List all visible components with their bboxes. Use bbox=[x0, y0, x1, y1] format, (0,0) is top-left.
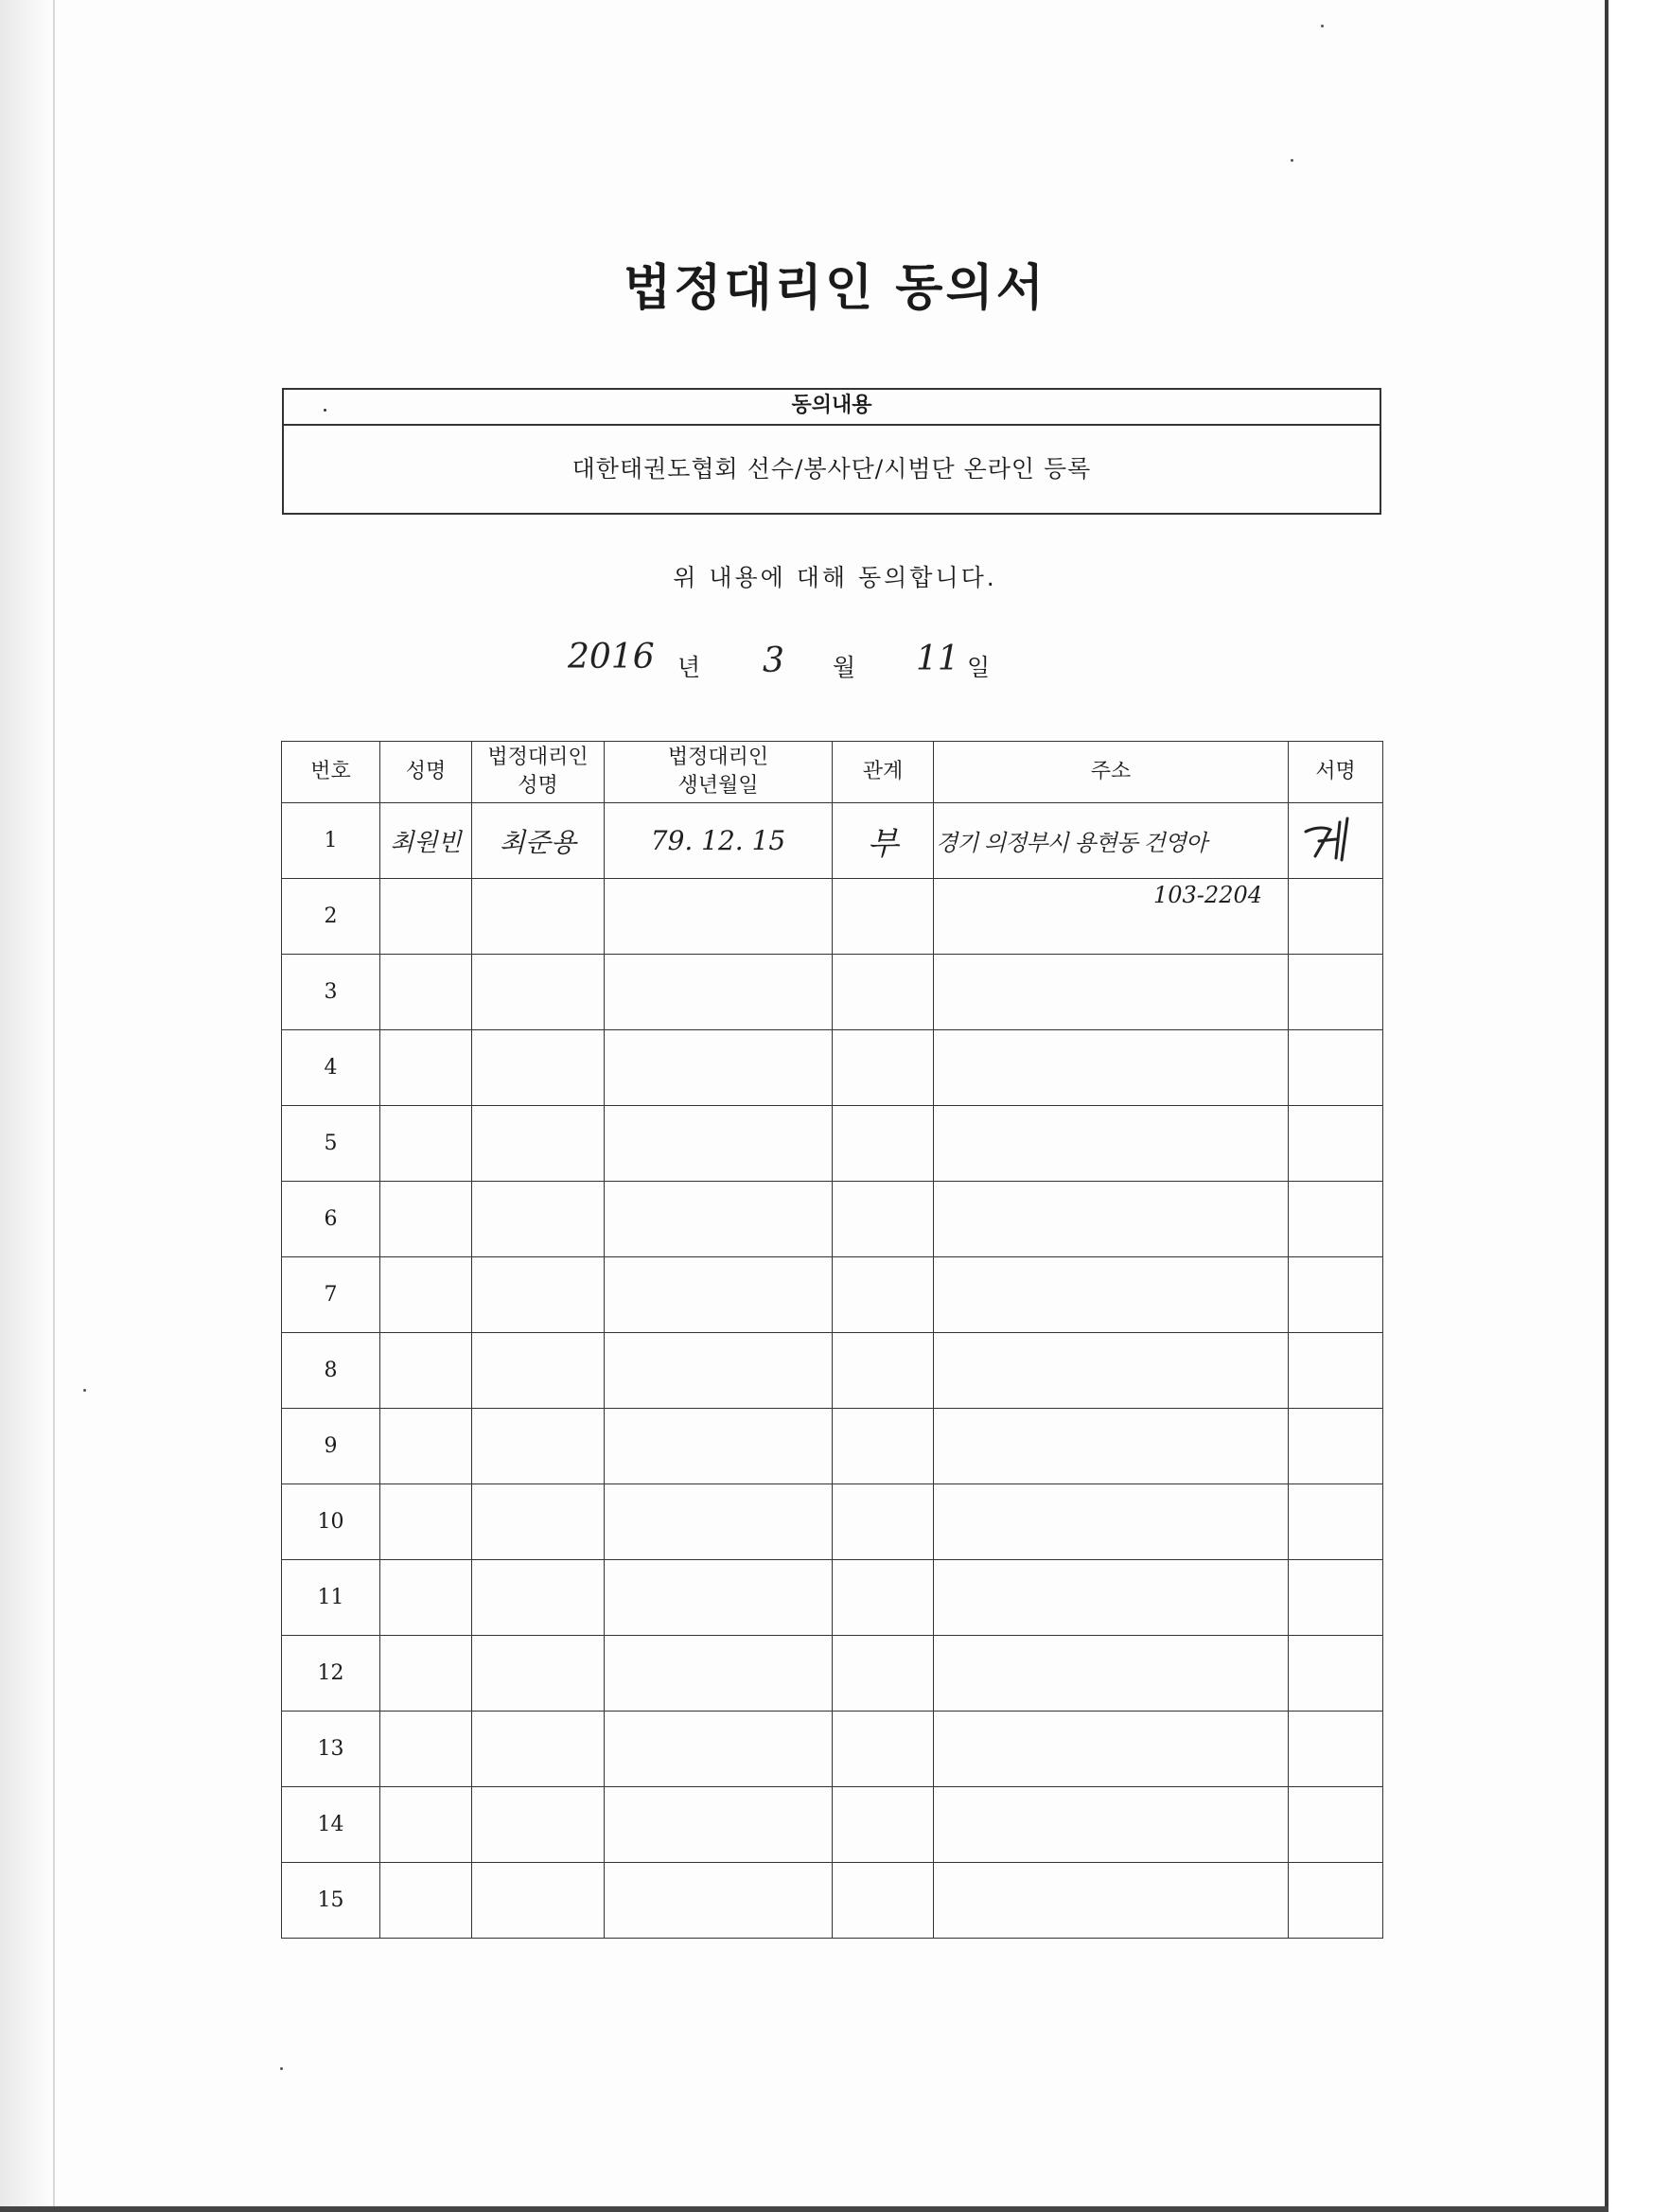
header-name: 성명 bbox=[380, 742, 472, 803]
table-row bbox=[282, 1787, 1383, 1863]
scan-speck bbox=[280, 2067, 283, 2070]
cell-signature bbox=[1289, 1863, 1383, 1939]
header-number: 번호 bbox=[282, 742, 380, 803]
cell-signature bbox=[1289, 1182, 1383, 1257]
cell-guardian-birth bbox=[605, 1636, 833, 1712]
cell-guardian-birth bbox=[605, 955, 833, 1030]
cell-guardian-name bbox=[472, 1182, 605, 1257]
table-row bbox=[282, 1333, 1383, 1409]
cell-address bbox=[934, 1409, 1289, 1484]
row-number: 9 bbox=[282, 1409, 380, 1484]
date-day-label: 일 bbox=[967, 654, 991, 681]
cell-name bbox=[380, 1712, 472, 1787]
scan-edge-right bbox=[1605, 0, 1608, 2212]
scan-speck bbox=[1321, 25, 1324, 27]
cell-guardian-birth bbox=[605, 879, 833, 955]
scan-speck bbox=[83, 1389, 86, 1392]
cell-guardian-birth bbox=[605, 1409, 833, 1484]
row-number: 14 bbox=[282, 1787, 380, 1863]
cell-guardian-name bbox=[472, 1560, 605, 1636]
row-number: 1 bbox=[282, 803, 380, 879]
header-relation: 관계 bbox=[833, 742, 934, 803]
scan-edge-bottom bbox=[0, 2206, 1608, 2212]
cell-signature bbox=[1289, 955, 1383, 1030]
cell-name bbox=[380, 1787, 472, 1863]
cell-relation bbox=[833, 1333, 934, 1409]
cell-address bbox=[934, 1712, 1289, 1787]
cell-address bbox=[934, 1863, 1289, 1939]
date-year-label: 년 bbox=[677, 654, 701, 681]
cell-address bbox=[934, 1030, 1289, 1106]
cell-guardian-name bbox=[472, 955, 605, 1030]
table-row bbox=[282, 803, 1383, 879]
cell-guardian-birth bbox=[605, 1863, 833, 1939]
cell-signature bbox=[1289, 1106, 1383, 1182]
header-guardian-name bbox=[472, 742, 605, 803]
cell-name bbox=[380, 879, 472, 955]
table-row bbox=[282, 1182, 1383, 1257]
cell-address bbox=[934, 1484, 1289, 1560]
cell-name bbox=[380, 1484, 472, 1560]
date-year-handwritten: 2016 bbox=[568, 638, 655, 676]
cell-address bbox=[934, 1182, 1289, 1257]
cell-signature bbox=[1289, 1030, 1383, 1106]
header-guardian-name-text: 법정대리인 성명 bbox=[487, 746, 589, 798]
scan-speck bbox=[1291, 159, 1293, 162]
cell-signature bbox=[1289, 1333, 1383, 1409]
cell-guardian-name bbox=[472, 879, 605, 955]
cell-relation bbox=[833, 1257, 934, 1333]
row-number: 5 bbox=[282, 1106, 380, 1182]
cell-address bbox=[934, 955, 1289, 1030]
header-guardian-birth-text: 법정대리인 생년월일 bbox=[667, 746, 769, 798]
document-title: 법정대리인 동의서 bbox=[624, 260, 1046, 317]
cell-guardian-birth bbox=[605, 1182, 833, 1257]
table-row bbox=[282, 1863, 1383, 1939]
cell-relation bbox=[833, 1636, 934, 1712]
cell-name bbox=[380, 1863, 472, 1939]
cell-signature bbox=[1289, 879, 1383, 955]
cell-relation bbox=[833, 1409, 934, 1484]
date-line bbox=[568, 636, 1060, 702]
cell-guardian-name bbox=[472, 1484, 605, 1560]
cell-name bbox=[380, 1257, 472, 1333]
cell-guardian-name bbox=[472, 1409, 605, 1484]
row-number: 8 bbox=[282, 1333, 380, 1409]
table-body bbox=[282, 803, 1383, 1939]
cell-guardian-birth bbox=[605, 1484, 833, 1560]
cell-address bbox=[934, 1257, 1289, 1333]
header-guardian-birth bbox=[605, 742, 833, 803]
row-number: 3 bbox=[282, 955, 380, 1030]
cell-guardian-name-handwritten: 최준용 bbox=[472, 803, 605, 879]
cell-relation bbox=[833, 879, 934, 955]
cell-relation bbox=[833, 1106, 934, 1182]
cell-signature bbox=[1289, 1636, 1383, 1712]
consent-box bbox=[282, 388, 1381, 515]
scan-shadow-left bbox=[0, 0, 51, 2212]
cell-guardian-name bbox=[472, 1787, 605, 1863]
table-row bbox=[282, 955, 1383, 1030]
consent-content: 대한태권도협회 선수/봉사단/시범단 온라인 등록 bbox=[571, 455, 1092, 483]
cell-signature bbox=[1289, 1484, 1383, 1560]
row-number: 15 bbox=[282, 1863, 380, 1939]
cell-address bbox=[934, 1106, 1289, 1182]
cell-address bbox=[934, 1636, 1289, 1712]
cell-relation bbox=[833, 1787, 934, 1863]
table-row bbox=[282, 1106, 1383, 1182]
cell-guardian-birth bbox=[605, 1560, 833, 1636]
dot-mark bbox=[324, 409, 326, 412]
cell-guardian-birth bbox=[605, 1030, 833, 1106]
cell-relation-handwritten: 부 bbox=[833, 803, 934, 879]
table-row bbox=[282, 1636, 1383, 1712]
cell-guardian-name bbox=[472, 1106, 605, 1182]
agreement-statement: 위 내용에 대해 동의합니다. bbox=[673, 564, 997, 591]
cell-guardian-birth bbox=[605, 1787, 833, 1863]
row-number: 12 bbox=[282, 1636, 380, 1712]
cell-relation bbox=[833, 1484, 934, 1560]
row-number: 11 bbox=[282, 1560, 380, 1636]
cell-guardian-birth bbox=[605, 1712, 833, 1787]
cell-name bbox=[380, 1030, 472, 1106]
cell-address bbox=[934, 1787, 1289, 1863]
cell-guardian-birth bbox=[605, 1333, 833, 1409]
consent-box-header bbox=[284, 390, 1380, 426]
cell-relation bbox=[833, 955, 934, 1030]
header-address: 주소 bbox=[934, 742, 1289, 803]
cell-guardian-birth-handwritten: 79. 12. 15 bbox=[605, 803, 833, 879]
cell-guardian-name bbox=[472, 1712, 605, 1787]
table-row bbox=[282, 1257, 1383, 1333]
table-header-row bbox=[282, 742, 1383, 803]
scan-edge-line bbox=[53, 0, 55, 2212]
cell-name bbox=[380, 1636, 472, 1712]
cell-relation bbox=[833, 1863, 934, 1939]
cell-relation bbox=[833, 1182, 934, 1257]
cell-address bbox=[934, 1333, 1289, 1409]
cell-guardian-name bbox=[472, 1030, 605, 1106]
cell-name bbox=[380, 1106, 472, 1182]
date-month-label: 월 bbox=[833, 654, 856, 681]
row-number: 6 bbox=[282, 1182, 380, 1257]
row-number: 7 bbox=[282, 1257, 380, 1333]
cell-signature bbox=[1289, 1712, 1383, 1787]
cell-name-handwritten: 최원빈 bbox=[380, 803, 472, 879]
cell-guardian-name bbox=[472, 1257, 605, 1333]
cell-signature bbox=[1289, 1560, 1383, 1636]
table-row bbox=[282, 1712, 1383, 1787]
date-day-handwritten: 11 bbox=[916, 640, 959, 678]
cell-guardian-birth bbox=[605, 1106, 833, 1182]
row-number: 10 bbox=[282, 1484, 380, 1560]
handwritten-signature bbox=[1298, 811, 1374, 871]
cell-signature bbox=[1289, 1787, 1383, 1863]
table-row bbox=[282, 1484, 1383, 1560]
header-signature: 서명 bbox=[1289, 742, 1383, 803]
cell-guardian-birth bbox=[605, 1257, 833, 1333]
cell-name bbox=[380, 1409, 472, 1484]
cell-relation bbox=[833, 1560, 934, 1636]
table-row bbox=[282, 1560, 1383, 1636]
row-number: 4 bbox=[282, 1030, 380, 1106]
cell-relation bbox=[833, 1030, 934, 1106]
consent-header-label: 동의내용 bbox=[791, 394, 872, 417]
table-row bbox=[282, 1030, 1383, 1106]
address-unit-handwritten: 103-2204 bbox=[1153, 882, 1262, 908]
cell-relation bbox=[833, 1712, 934, 1787]
cell-name bbox=[380, 955, 472, 1030]
row-number: 2 bbox=[282, 879, 380, 955]
cell-name bbox=[380, 1560, 472, 1636]
date-month-handwritten: 3 bbox=[763, 641, 784, 680]
cell-signature bbox=[1289, 803, 1383, 879]
cell-guardian-name bbox=[472, 1333, 605, 1409]
cell-address bbox=[934, 803, 1289, 908]
cell-signature bbox=[1289, 1409, 1383, 1484]
guardian-table bbox=[281, 741, 1383, 1939]
cell-name bbox=[380, 1333, 472, 1409]
address-handwritten: 경기 의정부시 용현동 건영아 bbox=[936, 830, 1207, 856]
cell-name bbox=[380, 1182, 472, 1257]
row-number: 13 bbox=[282, 1712, 380, 1787]
cell-address bbox=[934, 1560, 1289, 1636]
table-row bbox=[282, 1409, 1383, 1484]
cell-signature bbox=[1289, 1257, 1383, 1333]
cell-guardian-name bbox=[472, 1636, 605, 1712]
cell-guardian-name bbox=[472, 1863, 605, 1939]
